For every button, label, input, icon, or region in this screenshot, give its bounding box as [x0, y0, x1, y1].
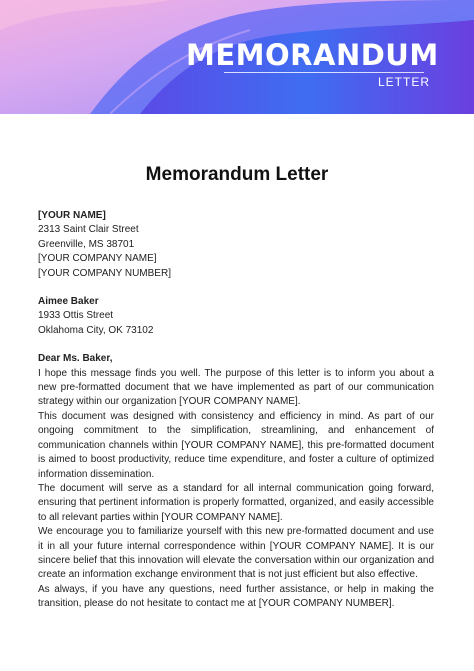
body-paragraph: The document will serve as a standard for all internal communication going forward, ensuring that pertinent information is properly formatted, organized, and easily accessible to all relevant parties within [YOUR COMPANY NAME]. [38, 482, 434, 523]
body-paragraph: As always, if you have any questions, need further assistance, or help in making the transition, please do not hesitate to contact me at [YOUR COMPANY NUMBER]. [38, 583, 434, 610]
brand-title: MEMORANDUM [186, 38, 439, 72]
recipient-street: 1933 Ottis Street [38, 310, 114, 322]
sender-street: 2313 Saint Clair Street [38, 224, 139, 236]
document-title: Memorandum Letter [145, 164, 329, 185]
header-banner [0, 0, 474, 114]
sender-address [38, 209, 434, 281]
brand-divider [224, 72, 424, 73]
body-paragraph: We encourage you to familiarize yourself with this new pre-formatted document and use it in all your future internal correspondence within [YOUR COMPANY NAME]. It is our sincere belief that this innovation will elevate the conversation within our organization and create an information exchange environment that is not just efficient but also effective. [38, 526, 434, 581]
recipient-address [38, 295, 434, 338]
brand-subtitle: LETTER [378, 75, 431, 89]
body-paragraph: This document was designed with consistency and efficiency in mind. As part of our ongoing commitment to the simplification, streamlining, and enhancement of communication channels within [YOUR COMPANY NAME], this pre-formatted document is aimed to boost productivity, reduce time expenditure, and foster a culture of optimized information dissemination. [38, 410, 434, 480]
letter-body [38, 209, 434, 612]
body-paragraph: I hope this message finds you well. The purpose of this letter is to inform you about a new pre-formatted document that we have implemented as part of our communication strategy within our organization [YOUR COMPANY NAME]. [38, 367, 434, 408]
sender-name: [YOUR NAME] [38, 210, 106, 221]
salutation: Dear Ms. Baker, [38, 353, 113, 365]
recipient-city: Oklahoma City, OK 73102 [38, 324, 154, 336]
sender-phone: [YOUR COMPANY NUMBER] [38, 267, 171, 279]
sender-company: [YOUR COMPANY NAME] [38, 253, 157, 265]
sender-city: Greenville, MS 38701 [38, 238, 135, 250]
recipient-name: Aimee Baker [38, 296, 99, 308]
